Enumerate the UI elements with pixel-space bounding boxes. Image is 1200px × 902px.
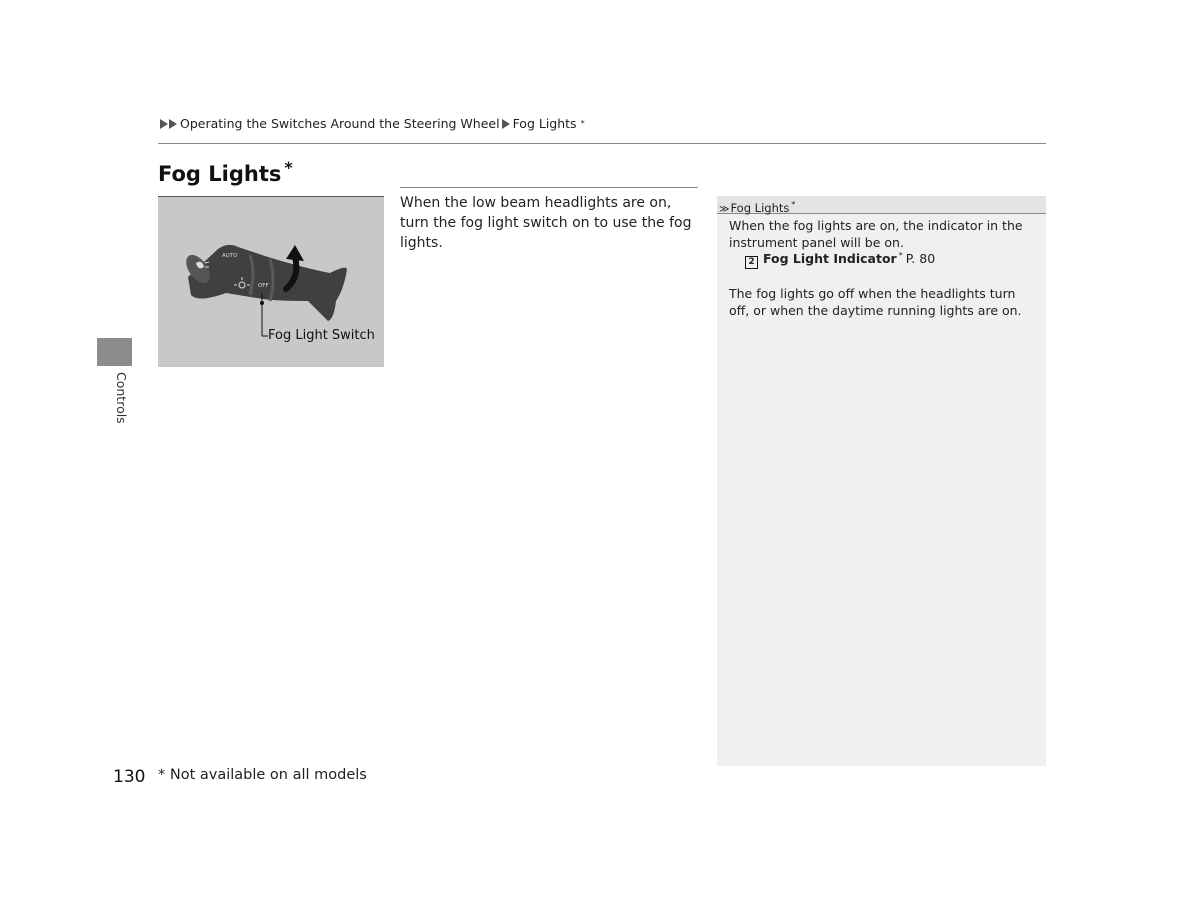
callout-dot (260, 301, 264, 305)
chapter-tab-label[interactable]: Controls (114, 372, 129, 424)
section-divider (400, 187, 698, 188)
reference-title[interactable]: Fog Light Indicator (763, 251, 897, 267)
stalk-label-auto: AUTO (222, 253, 238, 259)
fog-light-switch-callout: Fog Light Switch (268, 328, 375, 343)
reference-page[interactable]: P. 80 (905, 251, 936, 267)
main-paragraph: When the low beam headlights are on, turn the fog light switch on to use the fog lights. (400, 195, 692, 251)
page-title-text: Fog Lights (158, 162, 282, 186)
page-title (158, 158, 293, 186)
fog-light-switch-figure (158, 196, 384, 367)
sidebar-paragraph-2: The fog lights go off when the headlights turn off, or when the daytime running lights are on. (729, 286, 1022, 318)
sidebar-note-title: Fog Lights (730, 200, 790, 215)
breadcrumb-arrow-icon (502, 119, 510, 129)
double-arrow-icon: ≫ (719, 203, 730, 215)
breadcrumb-arrow-icon (160, 119, 168, 129)
fog-light-indicator-reference[interactable] (745, 251, 935, 269)
sidebar-paragraph-1: When the fog lights are on, the indicator in the instrument panel will be on. (729, 218, 1023, 250)
rotation-arrowhead (286, 245, 304, 261)
footnote: * Not available on all models (158, 767, 367, 783)
page-number: 130 (113, 767, 146, 787)
chapter-tab-marker (97, 338, 132, 366)
breadcrumb-page: Fog Lights (512, 116, 577, 131)
sidebar-note-asterisk: * (791, 200, 796, 209)
breadcrumb (160, 116, 585, 131)
sidebar-note-panel (717, 196, 1046, 766)
reference-arrow-icon: 2 (745, 256, 758, 269)
sidebar-note-header (717, 196, 1046, 214)
breadcrumb-section[interactable]: Operating the Switches Around the Steering Wheel (180, 116, 500, 131)
breadcrumb-arrow-icon (169, 119, 177, 129)
header-divider (158, 143, 1046, 144)
reference-asterisk: * (898, 251, 903, 260)
breadcrumb-asterisk: * (580, 119, 585, 128)
stalk-label-off: OFF (258, 283, 269, 289)
page-title-asterisk: * (284, 158, 293, 177)
